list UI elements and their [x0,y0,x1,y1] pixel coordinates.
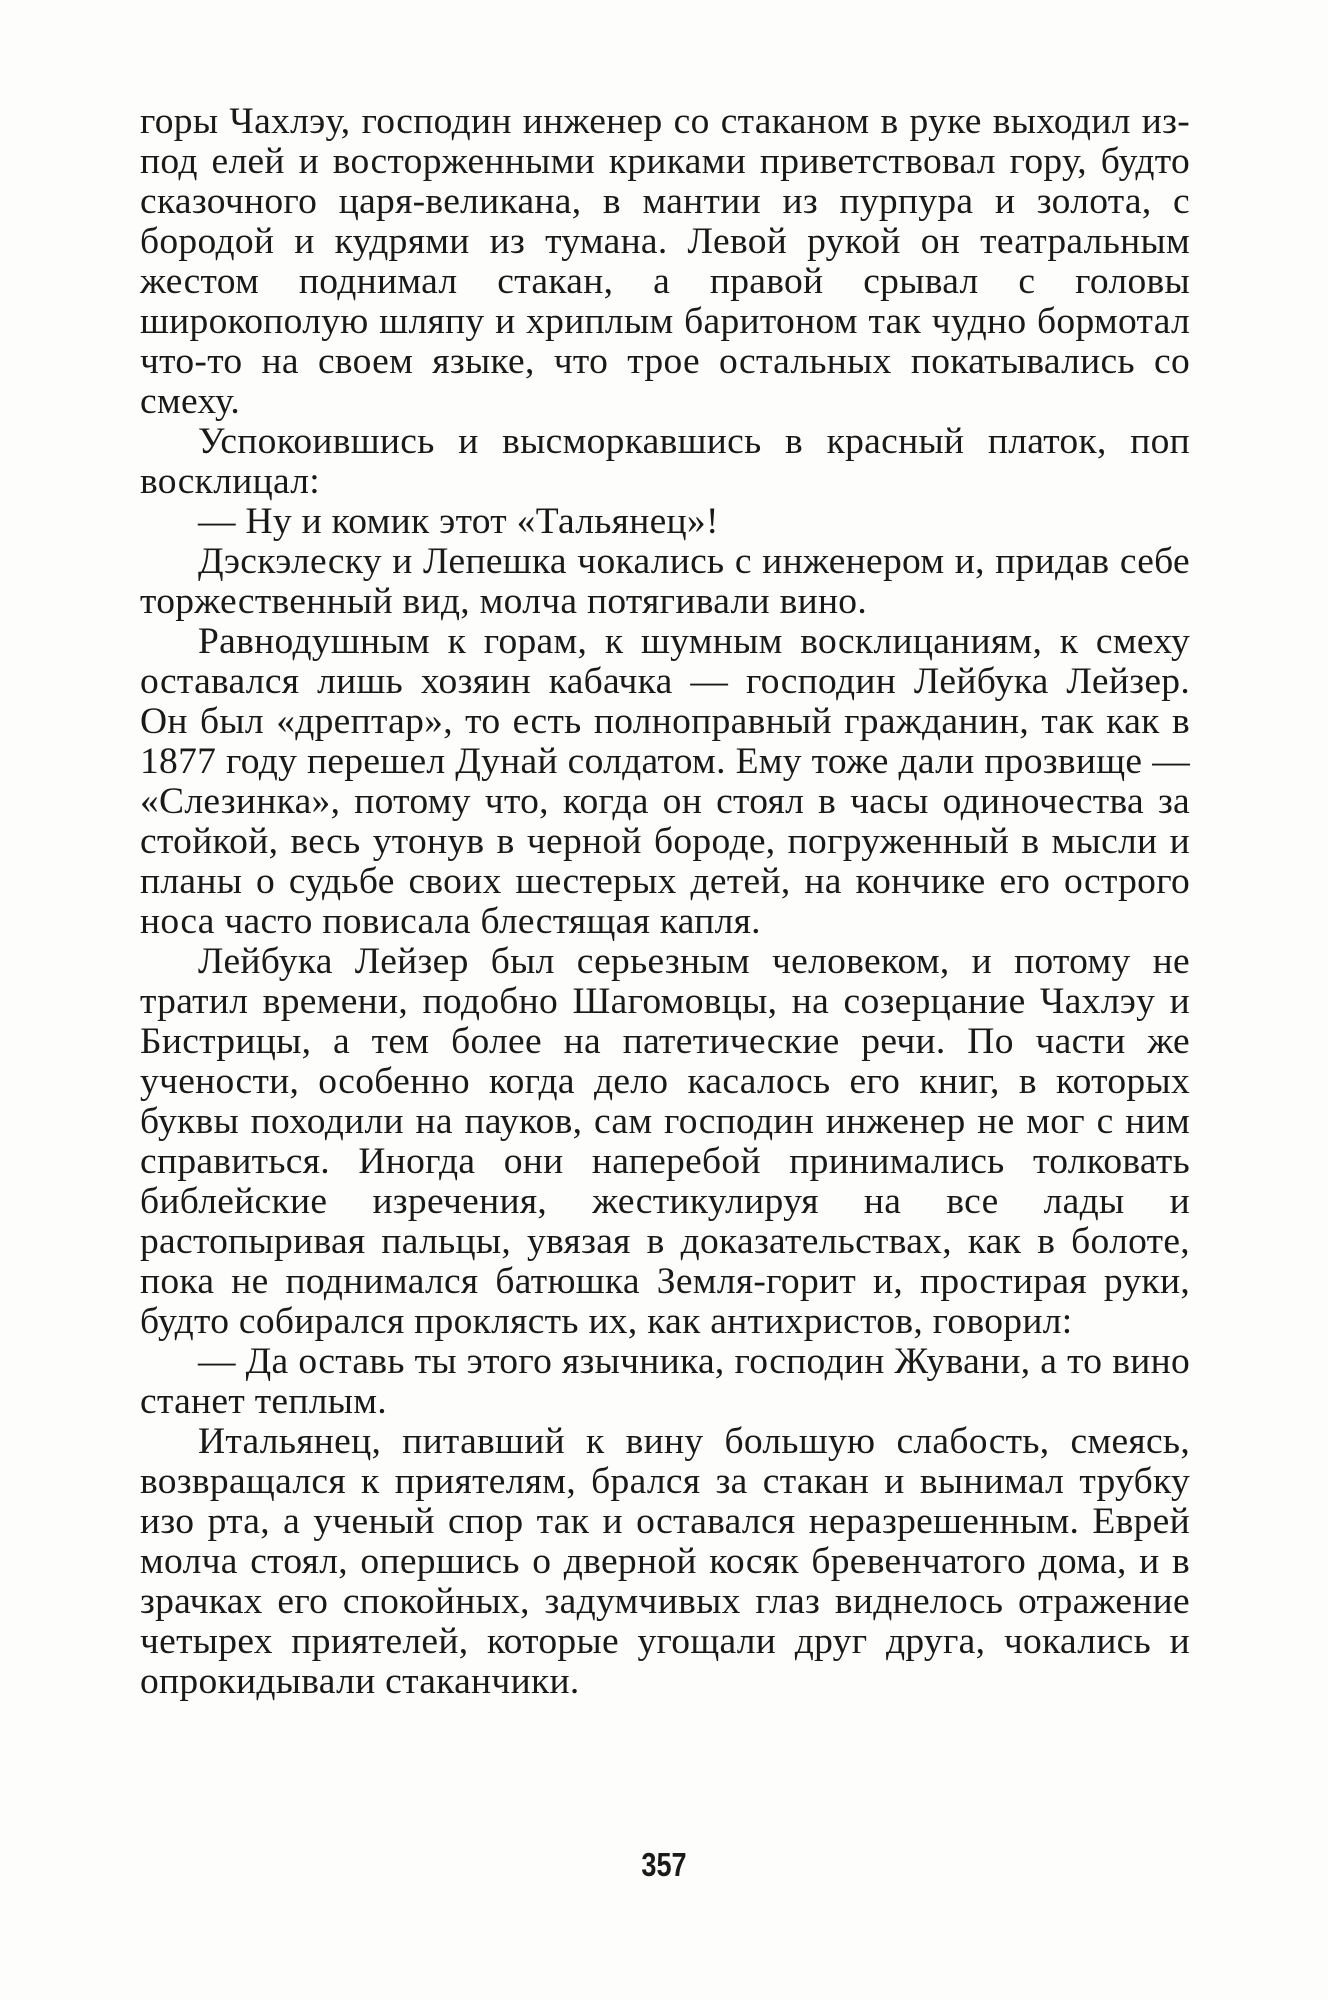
paragraph-4: Дэскэлеску и Лепешка чокались с инженером и, придав себе торжественный вид, молча потягивали вино. [140,541,1190,622]
paragraph-5: Равнодушным к горам, к шумным восклицаниям, к смеху оставался лишь хозяин кабачка — господин Лейбука Лейзер. Он был «дрептар», то есть полноправный гражданин, так как в 1877 году перешел Дунай солдатом. Ему тоже дали прозвище — «Слезинка», потому что, когда он стоял в часы одиночества за стойкой, весь утонув в черной бороде, погруженный в мысли и планы о судьбе своих шестерых детей, на кончике его острого носа часто повисала блестящая капля. [140,621,1190,942]
paragraph-1: горы Чахлэу, господин инженер со стаканом в руке выходил из-под елей и восторженными криками приветствовал гору, будто сказочного царя-великана, в мантии из пурпура и золота, с бородой и кудрями из тумана. Левой рукой он театральным жестом поднимал стакан, а правой срывал с головы широкополую шляпу и хриплым баритоном так чудно бормотал что-то на своем языке, что трое остальных покатывались со смеху. [140,101,1190,422]
paragraph-8: Итальянец, питавший к вину большую слабость, смеясь, возвращался к приятелям, брался за стакан и вынимал трубку изо рта, а ученый спор так и оставался неразрешенным. Еврей молча стоял, опершись о дверной косяк бревенчатого дома, и в зрачках его спокойных, задумчивых глаз виднелось отражение четырех приятелей, которые угощали друг друга, чокались и опрокидывали стаканчики. [140,1421,1190,1702]
body-text [140,102,1190,1702]
page-number: 357 [641,1846,687,1883]
paragraph-3: — Ну и комик этот «Тальянец»! [198,501,719,542]
paragraph-2: Успокоившись и высморкавшись в красный платок, поп восклицал: [140,421,1190,502]
paragraph-6: Лейбука Лейзер был серьезным человеком, и потому не тратил времени, подобно Шагомовцы, на созерцание Чахлэу и Бистрицы, а тем более на патетические речи. По части же учености, особенно когда дело касалось его книг, в которых буквы походили на пауков, сам господин инженер не мог с ним справиться. Иногда они наперебой принимались толковать библейские изречения, жестикулируя на все лады и растопыривая пальцы, увязая в доказательствах, как в болоте, пока не поднимался батюшка Земля-горит и, простирая руки, будто собирался проклясть их, как антихристов, говорил: [140,941,1190,1342]
paragraph-7: — Да оставь ты этого язычника, господин Жувани, а то вино станет теплым. [140,1341,1190,1422]
